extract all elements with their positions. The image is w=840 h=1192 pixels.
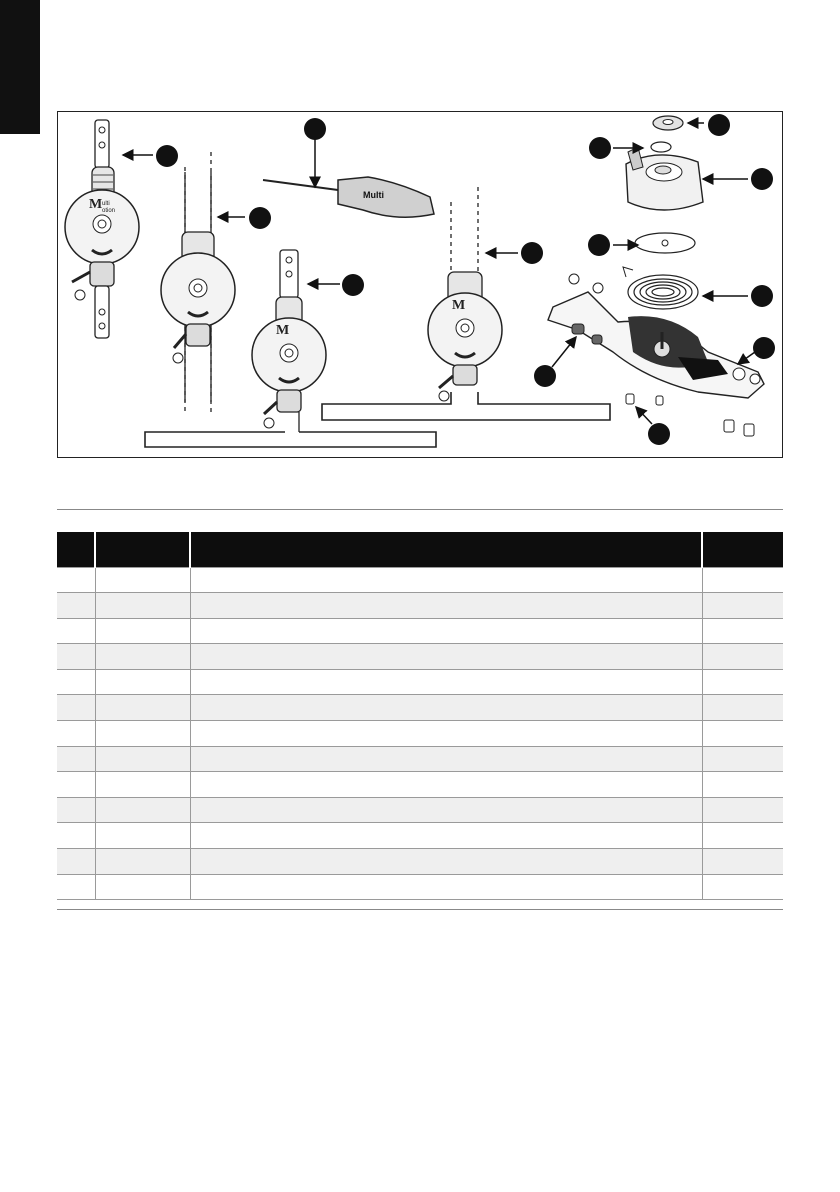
table-row	[57, 849, 783, 875]
parts-table-header	[57, 532, 783, 567]
table-cell	[190, 644, 702, 670]
table-row	[57, 618, 783, 644]
table-cell	[95, 567, 190, 593]
table-row	[57, 695, 783, 721]
table-cell	[702, 823, 783, 849]
table-cell	[190, 721, 702, 747]
table-cell	[190, 695, 702, 721]
table-cell	[95, 797, 190, 823]
callout-11	[753, 337, 775, 359]
svg-text:M: M	[452, 298, 466, 313]
table-cell	[702, 669, 783, 695]
table-row	[57, 874, 783, 900]
table-row	[57, 567, 783, 593]
table-cell	[702, 746, 783, 772]
ceiling-pole-unit	[161, 152, 235, 412]
table-cell	[702, 695, 783, 721]
table-cell	[57, 644, 95, 670]
table-cell	[95, 721, 190, 747]
table-row	[57, 823, 783, 849]
section-rule-top	[57, 509, 783, 510]
table-cell	[702, 849, 783, 875]
table-cell	[95, 823, 190, 849]
callout-7	[589, 137, 611, 159]
table-cell	[702, 593, 783, 619]
table-cell	[702, 874, 783, 900]
callout-12	[534, 365, 556, 387]
callout-9	[588, 234, 610, 256]
table-row	[57, 669, 783, 695]
table-cell	[57, 721, 95, 747]
table-cell	[190, 567, 702, 593]
callout-3	[304, 118, 326, 140]
table-cell	[702, 567, 783, 593]
callout-4	[342, 274, 364, 296]
table-cell	[190, 823, 702, 849]
table-cell	[702, 772, 783, 798]
table-cell	[57, 849, 95, 875]
svg-text:M: M	[276, 323, 290, 338]
table-cell	[190, 593, 702, 619]
table-cell	[95, 593, 190, 619]
table-cell	[702, 721, 783, 747]
spring-motor-icon	[623, 116, 703, 309]
section-tab	[0, 0, 40, 134]
table-cell	[57, 669, 95, 695]
table-cell	[57, 746, 95, 772]
col-code	[702, 532, 783, 567]
table-cell	[95, 644, 190, 670]
screwdriver-icon	[263, 177, 434, 217]
table-cell	[95, 669, 190, 695]
wall-bracket-unit	[65, 120, 139, 338]
table-row	[57, 746, 783, 772]
table-cell	[95, 874, 190, 900]
table-cell	[190, 746, 702, 772]
table-cell	[57, 593, 95, 619]
table-cell	[95, 618, 190, 644]
table-cell	[190, 618, 702, 644]
table-cell	[57, 874, 95, 900]
svg-text:Multi: Multi	[363, 190, 384, 200]
table-row	[57, 772, 783, 798]
table-cell	[57, 618, 95, 644]
callout-6	[708, 114, 730, 136]
table-cell	[95, 695, 190, 721]
bracket-unit-low	[252, 250, 326, 432]
section-rule-bottom	[57, 909, 783, 910]
table-cell	[95, 746, 190, 772]
table-row	[57, 644, 783, 670]
table-row	[57, 797, 783, 823]
svg-text:M: M	[89, 197, 103, 212]
table-cell	[702, 797, 783, 823]
table-cell	[95, 849, 190, 875]
svg-text:ulti: ulti	[102, 201, 110, 207]
table-row	[57, 593, 783, 619]
pole-unit-right	[428, 187, 502, 401]
col-number	[57, 532, 95, 567]
table-cell	[57, 772, 95, 798]
table-cell	[190, 874, 702, 900]
callout-8	[751, 168, 773, 190]
table-cell	[702, 618, 783, 644]
callout-2	[249, 207, 271, 229]
callout-13	[648, 423, 670, 445]
callout-1	[156, 145, 178, 167]
table-cell	[57, 823, 95, 849]
table-cell	[190, 797, 702, 823]
table-cell	[702, 644, 783, 670]
table-cell	[190, 849, 702, 875]
table-cell	[57, 797, 95, 823]
callout-10	[751, 285, 773, 307]
table-row	[57, 721, 783, 747]
col-qty	[95, 532, 190, 567]
table-cell	[190, 772, 702, 798]
svg-text:otion: otion	[102, 208, 116, 214]
table-cell	[57, 695, 95, 721]
parts-table	[57, 532, 783, 900]
parts-figure	[57, 111, 783, 458]
col-description	[190, 532, 702, 567]
table-cell	[95, 772, 190, 798]
table-cell	[57, 567, 95, 593]
table-cell	[190, 669, 702, 695]
callout-5	[521, 242, 543, 264]
